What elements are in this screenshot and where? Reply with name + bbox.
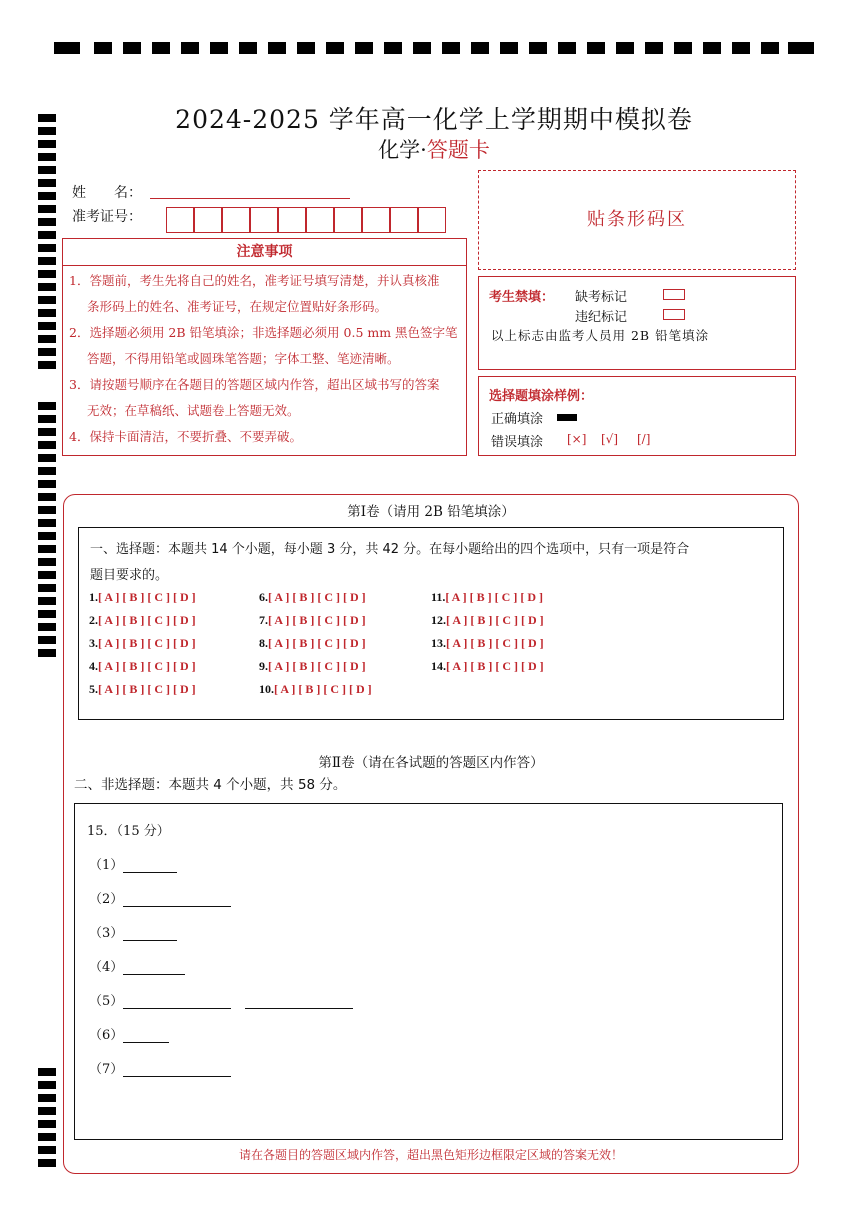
mcq-options[interactable]: [ A ] [ B ] [ C ] [ D ]: [98, 682, 196, 696]
mcq-question[interactable]: [431, 636, 544, 651]
sidebar-timing-mark: [38, 441, 56, 449]
mcq-question[interactable]: [259, 613, 366, 628]
sidebar-timing-mark: [38, 1081, 56, 1089]
sidebar-timing-mark: [38, 361, 56, 369]
forbidden-panel: [478, 276, 796, 370]
sidebar-timing-mark: [38, 610, 56, 618]
mcq-question[interactable]: [259, 682, 372, 697]
id-digit-box[interactable]: [418, 207, 446, 233]
sidebar-timing-mark: [38, 348, 56, 356]
timing-mark: [54, 42, 80, 54]
timing-mark: [152, 42, 170, 54]
id-digit-box[interactable]: [166, 207, 194, 233]
sidebar-timing-mark: [38, 480, 56, 488]
mcq-options[interactable]: [ A ] [ B ] [ C ] [ D ]: [98, 659, 196, 673]
mcq-number: 5.: [89, 682, 98, 696]
absent-checkbox[interactable]: [663, 289, 685, 300]
mcq-question[interactable]: [89, 636, 196, 651]
sidebar-timing-mark: [38, 467, 56, 475]
name-label: 姓 名：: [72, 185, 142, 201]
q15-label: 15．（15 分）: [87, 824, 170, 839]
mcq-options[interactable]: [ A ] [ B ] [ C ] [ D ]: [98, 590, 196, 604]
wrong-mark-slash: [/]: [637, 432, 651, 446]
notice-line: 3．请按题号顺序在各题目的答题区域内作答，超出区域书写的答案: [69, 377, 440, 392]
sidebar-timing-mark: [38, 270, 56, 278]
timing-mark: [645, 42, 663, 54]
mcq-question[interactable]: [431, 659, 544, 674]
part2-instruction: 二、非选择题：本题共 4 个小题，共 58 分。: [74, 777, 347, 793]
id-label: 准考证号：: [72, 209, 142, 225]
mcq-number: 7.: [259, 613, 268, 627]
sidebar-timing-mark: [38, 506, 56, 514]
sidebar-timing-mark: [38, 1107, 56, 1115]
mcq-number: 14.: [431, 659, 446, 673]
mcq-number: 11.: [431, 590, 446, 604]
sidebar-timing-mark: [38, 636, 56, 644]
sidebar-timing-mark: [38, 322, 56, 330]
forbidden-note: 以上标志由监考人员用 2B 铅笔填涂: [491, 328, 710, 343]
timing-mark: [94, 42, 112, 54]
timing-mark: [268, 42, 286, 54]
subquestion-label: （1）: [89, 858, 124, 873]
fill-example-panel: [478, 376, 796, 456]
id-digit-box[interactable]: [362, 207, 390, 233]
mcq-question[interactable]: [89, 590, 196, 605]
mcq-number: 12.: [431, 613, 446, 627]
timing-mark: [384, 42, 402, 54]
mcq-question[interactable]: [89, 613, 196, 628]
timing-mark: [326, 42, 344, 54]
id-digit-box[interactable]: [390, 207, 418, 233]
absent-label: 缺考标记: [575, 290, 628, 305]
sidebar-timing-mark: [38, 649, 56, 657]
mcq-options[interactable]: [ A ] [ B ] [ C ] [ D ]: [446, 636, 544, 650]
mcq-options[interactable]: [ A ] [ B ] [ C ] [ D ]: [446, 613, 544, 627]
notice-line: 无效；在草稿纸、试题卷上答题无效。: [87, 403, 300, 418]
sidebar-timing-mark: [38, 231, 56, 239]
mcq-number: 2.: [89, 613, 98, 627]
sidebar-timing-mark: [38, 545, 56, 553]
timing-mark: [529, 42, 547, 54]
timing-mark: [761, 42, 779, 54]
id-digit-box[interactable]: [250, 207, 278, 233]
correct-fill-mark: [557, 414, 577, 421]
subquestion-label: （5）: [89, 994, 124, 1009]
wrong-mark-check: [√]: [601, 432, 619, 446]
subtitle-prefix: 化学·: [378, 138, 427, 162]
sidebar-timing-mark: [38, 257, 56, 265]
sidebar-timing-mark: [38, 532, 56, 540]
mcq-question[interactable]: [89, 659, 196, 674]
timing-mark: [413, 42, 431, 54]
part1-instruction-1: 一、选择题：本题共 14 个小题，每小题 3 分，共 42 分。在每小题给出的四个选项中，只有一项是符合: [90, 542, 690, 557]
part2-heading: 第Ⅱ卷（请在各试题的答题区内作答）: [318, 755, 544, 771]
timing-mark: [703, 42, 721, 54]
subquestion-label: （2）: [89, 892, 124, 907]
mcq-question[interactable]: [259, 590, 366, 605]
barcode-area: [478, 170, 796, 270]
sidebar-timing-mark: [38, 192, 56, 200]
timing-mark: [500, 42, 518, 54]
mcq-options[interactable]: [ A ] [ B ] [ C ] [ D ]: [445, 590, 543, 604]
timing-mark: [587, 42, 605, 54]
mcq-options[interactable]: [ A ] [ B ] [ C ] [ D ]: [446, 659, 544, 673]
notice-title: 注意事项: [63, 239, 466, 266]
sidebar-timing-mark: [38, 296, 56, 304]
timing-mark: [123, 42, 141, 54]
answer-blank[interactable]: [123, 994, 231, 1009]
sidebar-timing-mark: [38, 571, 56, 579]
mcq-question[interactable]: [259, 659, 366, 674]
id-digit-box[interactable]: [222, 207, 250, 233]
sidebar-timing-mark: [38, 218, 56, 226]
answer-blank[interactable]: [123, 960, 185, 975]
mcq-options[interactable]: [ A ] [ B ] [ C ] [ D ]: [268, 659, 366, 673]
footer-warning: 请在各题目的答题区域内作答，超出黑色矩形边框限定区域的答案无效！: [238, 1148, 623, 1162]
timing-mark: [442, 42, 460, 54]
violation-label: 违纪标记: [575, 310, 628, 325]
sidebar-timing-mark: [38, 1159, 56, 1167]
subquestion-2: [89, 888, 231, 907]
timing-mark: [355, 42, 373, 54]
subtitle-highlight: 答题卡: [426, 138, 490, 162]
mcq-number: 13.: [431, 636, 446, 650]
timing-mark: [616, 42, 634, 54]
sidebar-timing-mark: [38, 1120, 56, 1128]
mcq-options[interactable]: [ A ] [ B ] [ C ] [ D ]: [268, 590, 366, 604]
sidebar-timing-mark: [38, 558, 56, 566]
sidebar-timing-mark: [38, 493, 56, 501]
part1-heading: 第Ⅰ卷（请用 2B 铅笔填涂）: [347, 504, 515, 520]
sidebar-timing-mark: [38, 1133, 56, 1141]
barcode-label: 贴条形码区: [587, 209, 687, 230]
mcq-options[interactable]: [ A ] [ B ] [ C ] [ D ]: [98, 613, 196, 627]
id-digit-box[interactable]: [278, 207, 306, 233]
sidebar-timing-mark: [38, 244, 56, 252]
page-title: 2024-2025 学年高一化学上学期期中模拟卷: [175, 105, 693, 134]
q15-answer-box: [74, 803, 783, 1140]
answer-blank[interactable]: [123, 1062, 231, 1077]
sidebar-timing-mark: [38, 584, 56, 592]
wrong-fill-label: 错误填涂: [491, 435, 544, 450]
sidebar-timing-mark: [38, 519, 56, 527]
notice-line: 条形码上的姓名、准考证号，在规定位置贴好条形码。: [87, 299, 388, 314]
sidebar-timing-mark: [38, 205, 56, 213]
answer-blank[interactable]: [123, 1028, 169, 1043]
page-subtitle: [0, 134, 868, 164]
subquestion-6: [89, 1024, 169, 1043]
mcq-number: 10.: [259, 682, 274, 696]
timing-mark: [181, 42, 199, 54]
timing-mark: [297, 42, 315, 54]
mcq-options[interactable]: [ A ] [ B ] [ C ] [ D ]: [274, 682, 372, 696]
mcq-options[interactable]: [ A ] [ B ] [ C ] [ D ]: [98, 636, 196, 650]
sidebar-timing-mark: [38, 309, 56, 317]
sidebar-timing-mark: [38, 1094, 56, 1102]
part1-instruction-2: 题目要求的。: [90, 568, 169, 583]
sidebar-timing-mark: [38, 1068, 56, 1076]
mcq-number: 6.: [259, 590, 268, 604]
notice-line: 1．答题前，考生先将自己的姓名，准考证号填写清楚，并认真核准: [69, 273, 440, 288]
id-boxes: [166, 207, 446, 233]
violation-checkbox[interactable]: [663, 309, 685, 320]
notice-line: 4．保持卡面清洁，不要折叠、不要弄破。: [69, 429, 302, 444]
forbidden-title: 考生禁填：: [489, 290, 555, 305]
id-digit-box[interactable]: [194, 207, 222, 233]
timing-mark: [210, 42, 228, 54]
subquestion-label: （3）: [89, 926, 124, 941]
wrong-mark-cross: [×]: [567, 432, 587, 446]
subquestion-3: [89, 922, 177, 941]
answer-blank[interactable]: [123, 926, 177, 941]
timing-mark: [732, 42, 750, 54]
timing-mark: [674, 42, 692, 54]
sidebar-timing-mark: [38, 415, 56, 423]
subquestion-label: （6）: [89, 1028, 124, 1043]
subquestion-7: [89, 1058, 231, 1077]
mcq-question[interactable]: [431, 613, 544, 628]
mcq-question[interactable]: [431, 590, 543, 605]
id-digit-box[interactable]: [334, 207, 362, 233]
subquestion-5: [89, 990, 353, 1009]
timing-mark: [788, 42, 814, 54]
sidebar-timing-mark: [38, 179, 56, 187]
timing-mark: [558, 42, 576, 54]
mcq-question[interactable]: [259, 636, 366, 651]
mcq-number: 4.: [89, 659, 98, 673]
example-title: 选择题填涂样例：: [489, 389, 594, 404]
sidebar-timing-mark: [38, 597, 56, 605]
name-field[interactable]: [150, 198, 350, 199]
mcq-number: 1.: [89, 590, 98, 604]
answer-blank[interactable]: [123, 858, 177, 873]
mcq-number: 3.: [89, 636, 98, 650]
sidebar-timing-mark: [38, 283, 56, 291]
subquestion-label: （4）: [89, 960, 124, 975]
timing-mark: [239, 42, 257, 54]
correct-fill-label: 正确填涂: [491, 412, 544, 427]
sidebar-timing-mark: [38, 335, 56, 343]
notice-line: 答题，不得用铅笔或圆珠笔答题；字体工整、笔迹清晰。: [87, 351, 400, 366]
timing-mark: [471, 42, 489, 54]
mcq-number: 9.: [259, 659, 268, 673]
id-digit-box[interactable]: [306, 207, 334, 233]
sidebar-timing-mark: [38, 428, 56, 436]
mcq-question[interactable]: [89, 682, 196, 697]
notice-panel: [62, 238, 467, 456]
answer-blank[interactable]: [123, 892, 231, 907]
sidebar-timing-mark: [38, 454, 56, 462]
answer-blank[interactable]: [245, 994, 353, 1009]
sidebar-timing-mark: [38, 1146, 56, 1154]
notice-line: 2．选择题必须用 2B 铅笔填涂；非选择题必须用 0.5 mm 黑色签字笔: [69, 325, 458, 340]
part1-box: [78, 527, 784, 720]
subquestion-label: （7）: [89, 1062, 124, 1077]
subquestion-4: [89, 956, 185, 975]
sidebar-timing-mark: [38, 623, 56, 631]
sidebar-timing-mark: [38, 166, 56, 174]
subquestion-1: [89, 854, 177, 873]
sidebar-timing-mark: [38, 402, 56, 410]
mcq-number: 8.: [259, 636, 268, 650]
mcq-options[interactable]: [ A ] [ B ] [ C ] [ D ]: [268, 613, 366, 627]
mcq-options[interactable]: [ A ] [ B ] [ C ] [ D ]: [268, 636, 366, 650]
